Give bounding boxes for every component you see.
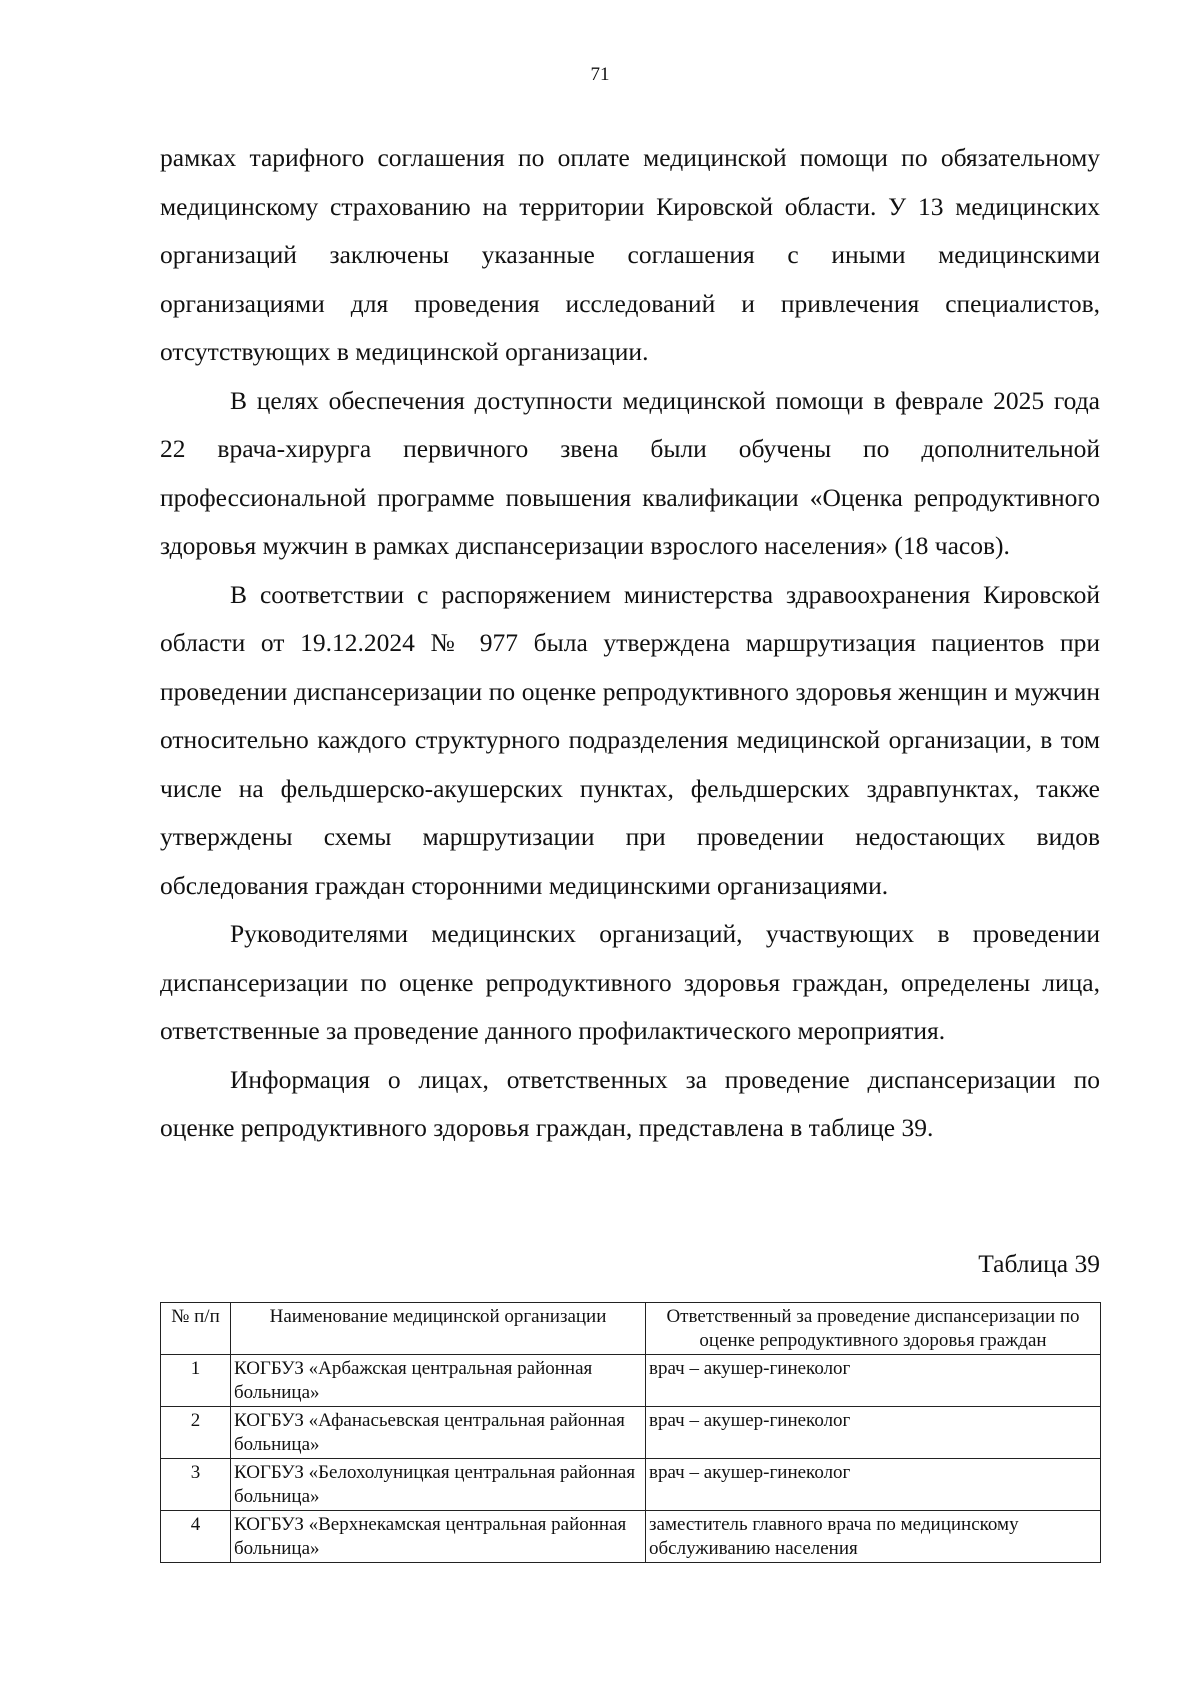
header-org: Наименование медицинской организации — [231, 1303, 646, 1355]
cell-resp: врач – акушер-гинеколог — [646, 1355, 1101, 1407]
cell-resp: врач – акушер-гинеколог — [646, 1459, 1101, 1511]
header-num: № п/п — [161, 1303, 231, 1355]
table-caption: Таблица 39 — [978, 1249, 1100, 1278]
document-body — [160, 134, 1100, 1153]
paragraph-3: В соответствии с распоряжением министерства здравоохранения Кировской области от 19.12.2024 № 977 была утверждена маршрутизация пациентов при проведении диспансеризации по оценке репродуктивного здоровья женщин и мужчин относительно каждого структурного подразделения медицинской организации, в том числе на фельдшерско-акушерских пунктах, фельдшерских здравпунктах, также утверждены схемы маршрутизации при проведении недостающих видов обследования граждан сторонними медицинскими организациями. — [160, 579, 1100, 900]
cell-num: 4 — [161, 1511, 231, 1563]
paragraph-2: В целях обеспечения доступности медицинской помощи в феврале 2025 года 22 врача-хирурга первичного звена были обучены по дополнительной профессиональной программе повышения квалификации «Оценка репродуктивного здоровья мужчин в рамках диспансеризации взрослого населения» (18 часов). — [160, 385, 1100, 560]
cell-org: КОГБУЗ «Афанасьевская центральная районная больница» — [231, 1407, 646, 1459]
cell-resp: врач – акушер-гинеколог — [646, 1407, 1101, 1459]
table-row — [161, 1511, 1101, 1563]
cell-num: 3 — [161, 1459, 231, 1511]
cell-org: КОГБУЗ «Верхнекамская центральная районная больница» — [231, 1511, 646, 1563]
paragraph-1: рамках тарифного соглашения по оплате медицинской помощи по обязательному медицинскому страхованию на территории Кировской области. У 13 медицинских организаций заключены указанные соглашения с иными медицинскими организациями для проведения исследований и привлечения специалистов, отсутствующих в медицинской организации. — [160, 143, 1100, 366]
page-number: 71 — [590, 64, 610, 85]
paragraph-4: Руководителями медицинских организаций, участвующих в проведении диспансеризации по оценке репродуктивного здоровья граждан, определены лица, ответственные за проведение данного профилактического мероприятия. — [160, 919, 1100, 1045]
table-row — [161, 1407, 1101, 1459]
cell-org: КОГБУЗ «Арбажская центральная районная больница» — [231, 1355, 646, 1407]
responsible-persons-table — [160, 1302, 1101, 1563]
cell-num: 2 — [161, 1407, 231, 1459]
table-row — [161, 1355, 1101, 1407]
table-header-row — [161, 1303, 1101, 1355]
table-row — [161, 1459, 1101, 1511]
cell-num: 1 — [161, 1355, 231, 1407]
cell-resp: заместитель главного врача по медицинскому обслуживанию населения — [646, 1511, 1101, 1563]
paragraph-5: Информация о лицах, ответственных за проведение диспансеризации по оценке репродуктивного здоровья граждан, представлена в таблице 39. — [160, 1064, 1100, 1142]
cell-org: КОГБУЗ «Белохолуницкая центральная районная больница» — [231, 1459, 646, 1511]
header-resp: Ответственный за проведение диспансеризации по оценке репродуктивного здоровья граждан — [646, 1303, 1101, 1355]
